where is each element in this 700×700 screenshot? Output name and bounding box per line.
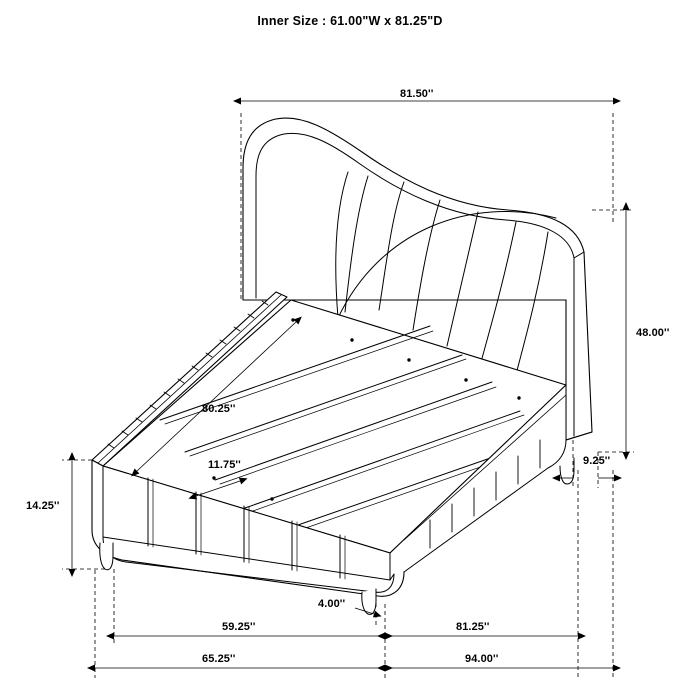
page-title: Inner Size : 61.00"W x 81.25"D [257,14,443,28]
dim-slat-spacing: 11.75'' [208,459,241,471]
dim-overall-depth-bottom: 94.00'' [465,653,499,665]
dim-headboard-height: 48.00'' [636,327,670,339]
dim-overall-width-top: 81.50'' [400,88,434,100]
dim-side-rail-length: 81.25'' [456,621,490,633]
dim-footboard-width: 59.25'' [222,621,256,633]
dim-overall-width-bottom: 65.25'' [202,653,236,665]
dim-deck-height: 14.25'' [26,500,60,512]
dim-leg-height: 4.00'' [318,598,346,610]
dim-headboard-thickness: 9.25'' [583,455,611,467]
dim-mattress-length: 80.25'' [202,403,236,415]
